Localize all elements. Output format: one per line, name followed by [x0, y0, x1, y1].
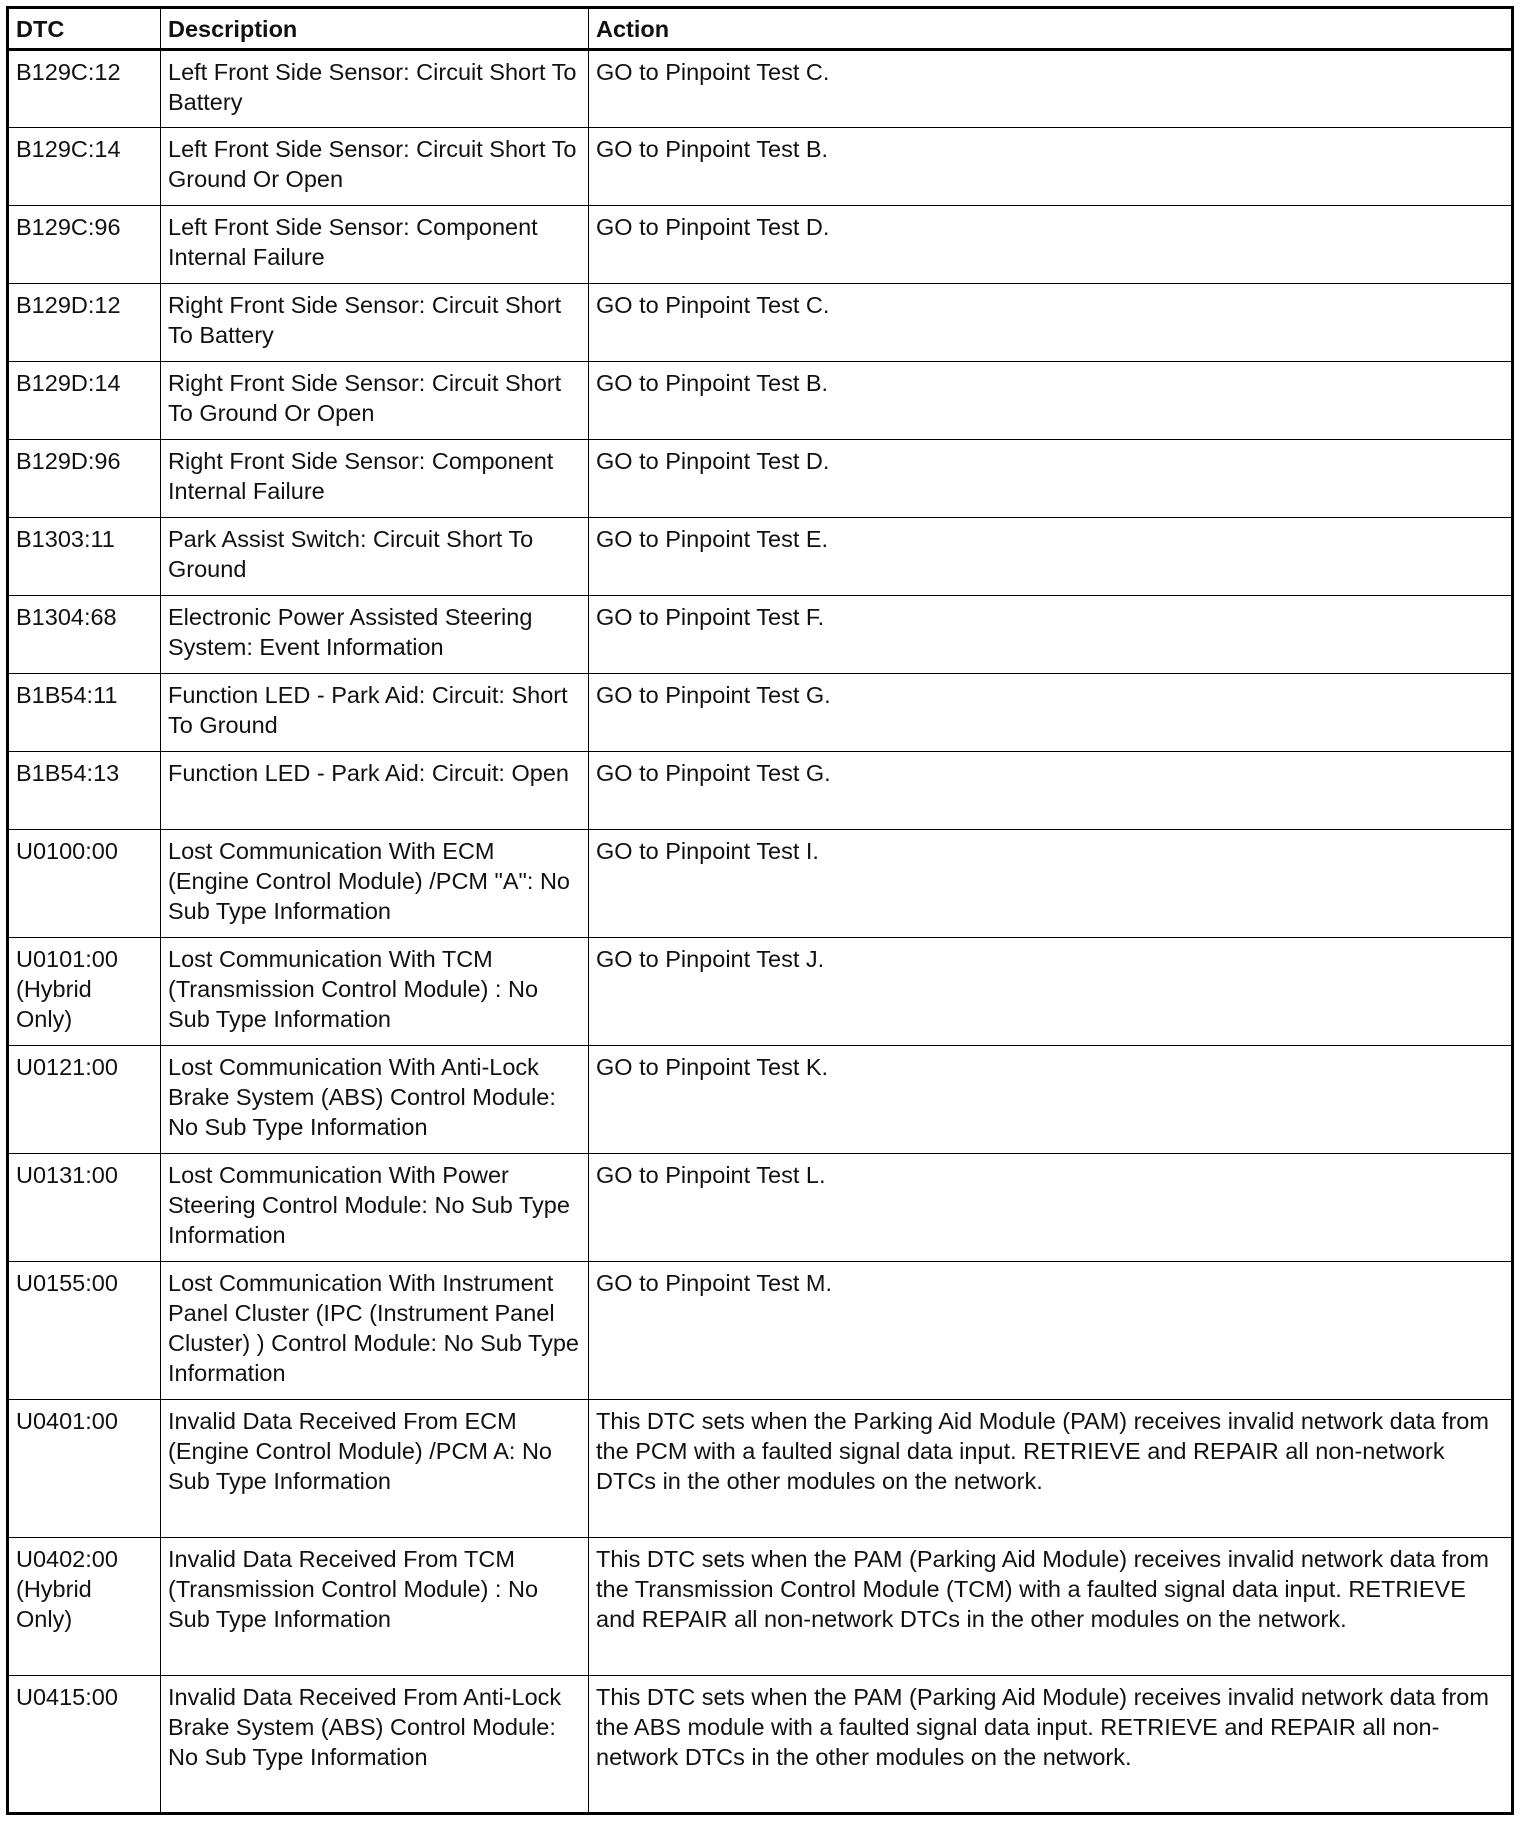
dtc-code-cell: B129C:14	[8, 128, 161, 206]
action-cell: GO to Pinpoint Test K.	[589, 1046, 1513, 1154]
dtc-code-cell: B1304:68	[8, 596, 161, 674]
description-cell: Left Front Side Sensor: Component Internal Failure	[161, 206, 589, 284]
dtc-code-cell: B129D:14	[8, 362, 161, 440]
dtc-code-cell: B129D:12	[8, 284, 161, 362]
action-cell: This DTC sets when the PAM (Parking Aid Module) receives invalid network data from the ABS module with a faulted signal data input. RETRIEVE and REPAIR all non-network DTCs in the other modules on the network.	[589, 1676, 1513, 1814]
description-cell: Invalid Data Received From TCM (Transmission Control Module) : No Sub Type Information	[161, 1538, 589, 1676]
action-cell: This DTC sets when the Parking Aid Module (PAM) receives invalid network data from the PCM with a faulted signal data input. RETRIEVE and REPAIR all non-network DTCs in the other modules on the network.	[589, 1400, 1513, 1538]
column-header-description: Description	[161, 8, 589, 50]
dtc-code-cell: U0402:00 (Hybrid Only)	[8, 1538, 161, 1676]
dtc-code-cell: B129D:96	[8, 440, 161, 518]
description-cell: Lost Communication With Power Steering Control Module: No Sub Type Information	[161, 1154, 589, 1262]
table-row	[8, 674, 1513, 752]
action-cell: GO to Pinpoint Test C.	[589, 50, 1513, 128]
action-cell: GO to Pinpoint Test G.	[589, 752, 1513, 830]
description-cell: Left Front Side Sensor: Circuit Short To Battery	[161, 50, 589, 128]
description-cell: Invalid Data Received From ECM (Engine Control Module) /PCM A: No Sub Type Information	[161, 1400, 589, 1538]
action-cell: GO to Pinpoint Test B.	[589, 128, 1513, 206]
action-cell: GO to Pinpoint Test D.	[589, 206, 1513, 284]
table-row	[8, 752, 1513, 830]
dtc-code-cell: U0121:00	[8, 1046, 161, 1154]
dtc-code-cell: B1B54:11	[8, 674, 161, 752]
action-cell: GO to Pinpoint Test J.	[589, 938, 1513, 1046]
table-row	[8, 1046, 1513, 1154]
action-cell: GO to Pinpoint Test L.	[589, 1154, 1513, 1262]
table-row	[8, 362, 1513, 440]
description-cell: Electronic Power Assisted Steering System: Event Information	[161, 596, 589, 674]
dtc-code-cell: B129C:12	[8, 50, 161, 128]
table-row	[8, 596, 1513, 674]
table-header-row	[8, 8, 1513, 50]
dtc-code-cell: U0131:00	[8, 1154, 161, 1262]
description-cell: Right Front Side Sensor: Component Internal Failure	[161, 440, 589, 518]
table-row	[8, 50, 1513, 128]
description-cell: Lost Communication With TCM (Transmission Control Module) : No Sub Type Information	[161, 938, 589, 1046]
dtc-code-cell: U0155:00	[8, 1262, 161, 1400]
table-row	[8, 1262, 1513, 1400]
description-cell: Lost Communication With Anti-Lock Brake System (ABS) Control Module: No Sub Type Information	[161, 1046, 589, 1154]
description-cell: Left Front Side Sensor: Circuit Short To Ground Or Open	[161, 128, 589, 206]
dtc-code-cell: U0415:00	[8, 1676, 161, 1814]
action-cell: GO to Pinpoint Test C.	[589, 284, 1513, 362]
description-cell: Right Front Side Sensor: Circuit Short To Ground Or Open	[161, 362, 589, 440]
description-cell: Function LED - Park Aid: Circuit: Short To Ground	[161, 674, 589, 752]
description-cell: Lost Communication With ECM (Engine Control Module) /PCM "A": No Sub Type Information	[161, 830, 589, 938]
action-cell: GO to Pinpoint Test M.	[589, 1262, 1513, 1400]
table-row	[8, 1154, 1513, 1262]
action-cell: GO to Pinpoint Test G.	[589, 674, 1513, 752]
action-cell: GO to Pinpoint Test F.	[589, 596, 1513, 674]
table-row	[8, 206, 1513, 284]
table-row	[8, 1676, 1513, 1814]
description-cell: Invalid Data Received From Anti-Lock Brake System (ABS) Control Module: No Sub Type Information	[161, 1676, 589, 1814]
description-cell: Park Assist Switch: Circuit Short To Ground	[161, 518, 589, 596]
table-row	[8, 938, 1513, 1046]
table-row	[8, 518, 1513, 596]
dtc-code-cell: U0100:00	[8, 830, 161, 938]
description-cell: Right Front Side Sensor: Circuit Short To Battery	[161, 284, 589, 362]
action-cell: This DTC sets when the PAM (Parking Aid Module) receives invalid network data from the Transmission Control Module (TCM) with a faulted signal data input. RETRIEVE and REPAIR all non-network DTCs in the other modules on the network.	[589, 1538, 1513, 1676]
description-cell: Lost Communication With Instrument Panel Cluster (IPC (Instrument Panel Cluster) ) Control Module: No Sub Type Information	[161, 1262, 589, 1400]
table-row	[8, 1400, 1513, 1538]
table-row	[8, 1538, 1513, 1676]
action-cell: GO to Pinpoint Test I.	[589, 830, 1513, 938]
column-header-dtc: DTC	[8, 8, 161, 50]
dtc-code-cell: U0101:00 (Hybrid Only)	[8, 938, 161, 1046]
action-cell: GO to Pinpoint Test D.	[589, 440, 1513, 518]
action-cell: GO to Pinpoint Test B.	[589, 362, 1513, 440]
column-header-action: Action	[589, 8, 1513, 50]
dtc-code-cell: B1303:11	[8, 518, 161, 596]
table-row	[8, 128, 1513, 206]
table-row	[8, 830, 1513, 938]
table-row	[8, 440, 1513, 518]
table-row	[8, 284, 1513, 362]
dtc-code-cell: B129C:96	[8, 206, 161, 284]
action-cell: GO to Pinpoint Test E.	[589, 518, 1513, 596]
dtc-code-cell: U0401:00	[8, 1400, 161, 1538]
dtc-code-cell: B1B54:13	[8, 752, 161, 830]
description-cell: Function LED - Park Aid: Circuit: Open	[161, 752, 589, 830]
dtc-table	[6, 6, 1514, 1815]
